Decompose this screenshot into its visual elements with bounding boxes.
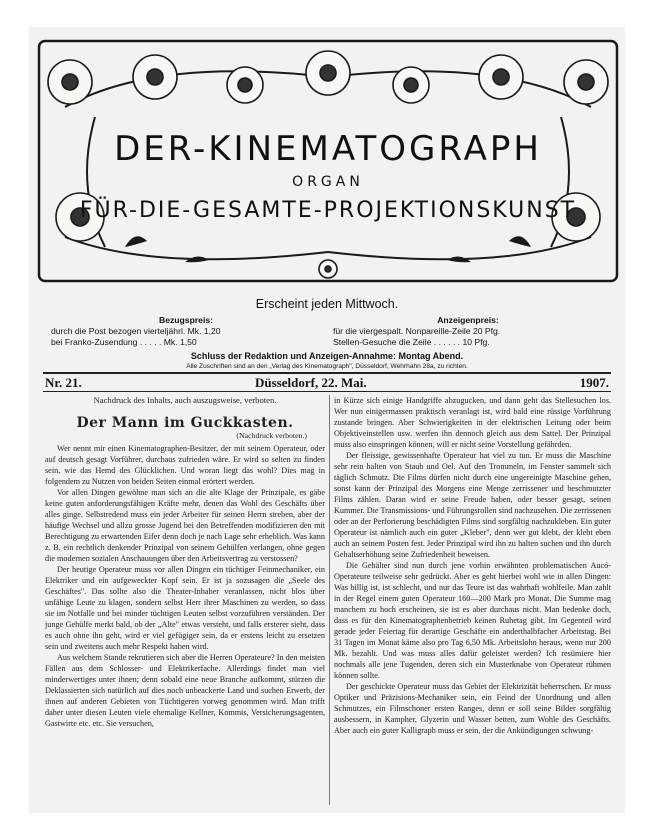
advert-heading: Anzeigenpreis: [437,315,499,325]
issue-place-date: Düsseldorf, 22. Mai. [255,375,367,390]
issue-year: 1907. [579,375,609,390]
article-title: Der Mann im Guckkasten. [76,415,294,431]
newspaper-page [29,27,625,813]
subscription-line: bei Franko-Zusendung . . . . . Mk. 1,50 [51,337,197,347]
subscription-heading: Bezugspreis: [159,315,213,325]
masthead [35,37,621,285]
article-paragraph: in Kürze sich einige Handgriffe abzugucken, und dann geht das Stellesuchen los. Wer nun einigermassen praktisch veranlagt ist, wird bald eine rüssige Vorführung zustande bringen. Aber Schwierigkeiten in der elektrischen Leitung oder beim Objektiveinstellen usw. werfen ihn dennoch gleich aus dem Sattel. Der Prinzipal muss also einspringen können, will er nicht seine Vorstellung gefährden. [334,396,611,449]
subscription-price [51,315,321,348]
subscription-line: durch die Post bezogen vierteljährl. Mk. 1,20 [51,326,221,336]
article-paragraph: Vor allen Dingen gewöhne man sich an die alte Klage der Prinzipale, es gäbe keine guten anforderungsfähigen Kräfte mehr, denen das Wohl des Geschäfts über alles ginge. Selbstredend muss ein jeder Arbeiter für seinen Herrn streben, aber der häufige Wechsel und allzu grosse Jugend bei den Betreffenden modifizieren den mit Berechtigung zu erwartenden Eifer denn doch je nach Lage sehr erheblich. Was kann z. B. ein rechtlich denkender Prinzipal von seinem Gehülfen verlangen, ohne gegen die modernen sozialen Anschauungen über den Arbeitsvertrag zu verstossen? [45,488,325,563]
article-paragraph: Der fleissige, gewissenhafte Operateur hat viel zu tun. Er muss die Maschine sehr rein halten von Staub und Oel. Auf den Trommeln, im Fenster sammelt sich täglich Schmutz. Die Films dürfen nicht durch eine ungereinigte Maschine gehen, sonst kann der Prinzipal des Morgens eine Menge zerrissener und beschmutzter Films zählen. Daran wird er seine Freude haben, oder besser gesagt, seinen Kummer. Die Transmissions- und Führungsrollen sind nachzusehen. Die zerrissenen oder an der Perforierung beschädigten Films sind sorgfältig nachzukleben. Ein guter Operateur ist nämlich auch ein guter „Kleber", denn wer gut klebt, der klebt eben auch an seinem Posten fest. Jeder Prinzipal wird ihn zu halten suchen und ihn durch Gehaltserhöhung seine Zufriedenheit beweisen. [334,451,611,559]
issue-line [43,373,611,391]
article-paragraph: Wer nennt mir einen Kinematographen-Besitzer, der mit seinem Operateur, oder auf deutsch gesagt Vorführer, durchaus zufrieden wäre. Er wird so selten zu finden sein, wie das Hemd des Glücklichen. Und woran liegt das wohl? Dies mag in folgendem zu Nutzen von beiden Seiten einmal erörtert werden. [45,444,325,486]
masthead-title: DER-KINEMATOGRAPH [114,129,542,169]
masthead-tagline: FÜR-DIE-GESAMTE-PROJEKTIONSKUNST [79,198,577,223]
publication-frequency: Erscheint jeden Mittwoch. [255,297,399,311]
right-column [334,395,611,736]
advert-line: Stellen-Gesuche die Zeile . . . . . . 10 Pfg. [333,337,490,347]
advert-price [333,315,603,348]
left-column [45,395,325,729]
reprint-notice: Nachdruck des Inhalts, auch auszugsweise, verboten. [93,395,277,405]
article-paragraph: Der geschickte Operateur muss das Gebiet der Elektrizität beherrschen. Er muss Optiker und Präzisions-Mechaniker sein, ein Feind der Unordnung und allen Schmutzes, ein Filmschoner ersten Ranges, denn er soll seine Bilder sorgfältig ausbessern, in Kampher, Glyzerin und Wasser betten, zum Wohle des Geschäfts. Aber auch ein guter Kalligraph muss er sein, der die Ankündigungen schwung- [334,682,611,735]
correspondence-address: Alle Zuschriften sind an den „Verlag des Kinematograph", Düsseldorf, Wehrhahn 28a, zu richten. [186,363,468,370]
article-paragraph: Die Gehälter sind nun durch jene vorhin erwähnten problematischen Aucó-Operateure teilweise sehr gedrückt. Aber es geht hierbei wohl wie in allen Dingen: Was billig ist, ist schlecht, und nur das Teure ist das wahrhaft wohlfeile. Man zahlt in der Regel einem guten Operateur 160—200 Mark pro Monat. Die Summe mag manchem zu hoch erscheinen, sie ist es aber durchaus nicht. Man bedenke doch, dass es für den Kinematographenbetrieb keinen Ruhetag gibt. Im Gegenteil wird gerade jeder Feiertag für derartige Geschäfte ein anderthalbfacher Arbeitstag. Bei 31 Tagen im Monat käme also pro Tag 6,50 Mk. Arbeitslohn heraus, wenn nur 200 Mk. bezahlt. Und was muss alles dafür geleistet werden? Ich resümiere hier nochmals alle jene Tugenden, deren sich ein Musterknabe von Operateur rühmen können sollte. [334,561,611,680]
masthead-subtitle: ORGAN [292,174,364,190]
issue-number: Nr. 21. [45,375,82,390]
editorial-deadline: Schluss der Redaktion und Anzeigen-Annahme: Montag Abend. [190,351,464,361]
bottom-rule [43,391,611,392]
column-separator [329,395,330,805]
article-paragraph: Aus welchem Stande rekrutieren sich aber die Herren Operateure? In den meisten Fällen aus dem Schlosser- und Elektrikerfache. Allerdings findet man viel minderwertiges unter ihnen; denn sobald eine neue Branche aufkommt, stürzen die Deklassierten sich natürlich auf dies noch unbeackerte Land und suchen Erwerb, der ihnen auf anderen Gebieten von Tüchtigeren vorweg genommen wird. Man trifft daher unter diesen Leuten viele ehemalige Kellner, Kommis, Versicherungsagenten, Gastwirte etc. etc. Sie versuchen, [45,653,325,728]
advert-line: für die viergespalt. Nonpareille-Zeile 20 Pfg. [333,326,501,336]
article-paragraph: Der heutige Operateur muss vor allen Dingen ein tüchtiger Feinmechaniker, ein Elektriker und ein aufgeweckter Kopf sein. Er ist ja sozusagen die „Seele des Geschäftes". Das sollte also die Theater-Inhaber veranlassen, nicht blos über unfähige Leute zu klagen, sondern selbst Herr ihrer Maschinen zu werden, so dass sie im Notfalle und bei minder tüchtigen Leuten selbst vorzuführen verständen. Der junge Gehülfe merkt bald, ob der „Alte" etwas versteht, und falls ersterer sieht, dass es auch ohne ihn geht, wird er viel gefügiger sein, da er erstens leicht zu ersetzen sein und zweitens auch mehr Respekt haben wird. [45,565,325,651]
article-note: (Nachdruck verboten.) [236,431,307,440]
